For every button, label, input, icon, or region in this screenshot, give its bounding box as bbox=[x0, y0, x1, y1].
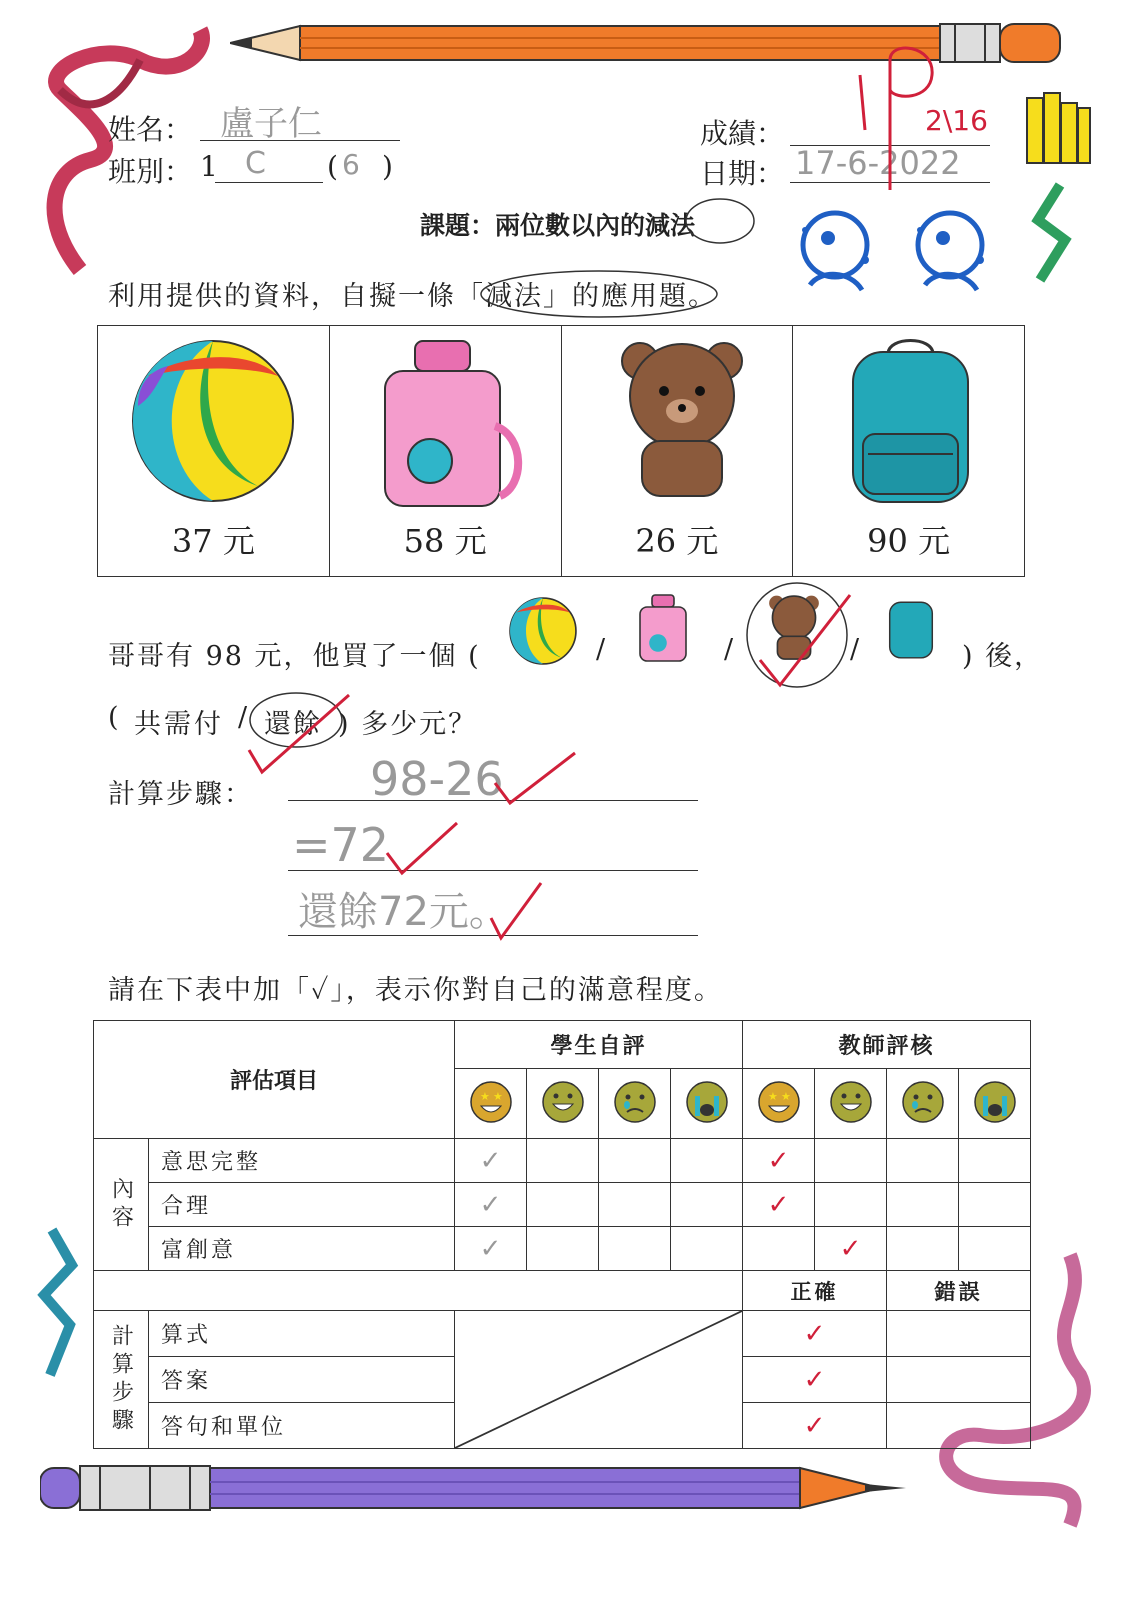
item-cell bbox=[793, 326, 1025, 577]
name-value[interactable]: 盧子仁 bbox=[220, 104, 322, 144]
topic-title: 課題：兩位數以內的減法 bbox=[420, 211, 696, 240]
wrong-check-cell[interactable] bbox=[887, 1311, 1031, 1357]
self-header: 學生自評 bbox=[455, 1021, 743, 1069]
class-number-close: ) bbox=[382, 150, 393, 183]
emoji-cell bbox=[671, 1069, 743, 1139]
emoji-cell bbox=[887, 1069, 959, 1139]
class-label: 班別： bbox=[108, 155, 193, 188]
correct-check-cell[interactable]: ✓ bbox=[743, 1403, 887, 1449]
svg-text:★: ★ bbox=[492, 1089, 503, 1103]
self-check-cell[interactable]: ✓ bbox=[455, 1183, 527, 1227]
ribbon-left-icon bbox=[32, 1225, 82, 1385]
calc-row-label: 算式 bbox=[149, 1311, 455, 1357]
self-check-cell[interactable] bbox=[527, 1227, 599, 1271]
teacher-check-cell[interactable] bbox=[815, 1139, 887, 1183]
teacher-check-icon bbox=[486, 878, 546, 943]
bear-icon bbox=[612, 336, 752, 506]
self-check-cell[interactable] bbox=[599, 1227, 671, 1271]
content-row-label: 意思完整 bbox=[149, 1139, 455, 1183]
svg-text:★: ★ bbox=[780, 1089, 791, 1103]
step-line-1[interactable]: 98-26 bbox=[370, 752, 504, 806]
emoji-cell bbox=[527, 1069, 599, 1139]
self-check-cell[interactable]: ✓ bbox=[455, 1139, 527, 1183]
score-label: 成績： bbox=[700, 117, 785, 150]
wrong-check-cell[interactable] bbox=[887, 1357, 1031, 1403]
bottle-icon bbox=[375, 336, 525, 511]
item-price: 26 元 bbox=[635, 522, 719, 560]
teacher-check-cell[interactable]: ✓ bbox=[743, 1139, 815, 1183]
teacher-check-cell[interactable]: ✓ bbox=[815, 1227, 887, 1271]
step-line-3[interactable]: 還餘72元。 bbox=[298, 889, 509, 935]
star-eyes-emoji-icon bbox=[469, 1080, 513, 1124]
teacher-header: 教師評核 bbox=[743, 1021, 1031, 1069]
teacher-check-icon bbox=[382, 818, 462, 878]
teacher-check-cell[interactable] bbox=[887, 1139, 959, 1183]
self-check-cell[interactable]: ✓ bbox=[455, 1227, 527, 1271]
option-slash: / bbox=[238, 702, 248, 733]
correct-header: 正確 bbox=[743, 1271, 887, 1311]
question-line1-end: ) 後， bbox=[962, 641, 1044, 672]
steps-label: 計算步驟： bbox=[108, 779, 253, 810]
item-price: 90 元 bbox=[867, 522, 951, 560]
teacher-stamp-icon bbox=[905, 200, 995, 310]
self-check-cell[interactable] bbox=[671, 1183, 743, 1227]
teacher-check-icon bbox=[490, 748, 580, 808]
teacher-check-cell[interactable] bbox=[743, 1227, 815, 1271]
svg-text:★: ★ bbox=[479, 1089, 490, 1103]
option-separator: / bbox=[724, 634, 734, 665]
option-total[interactable]: 共需付 bbox=[134, 709, 224, 740]
evaluation-table bbox=[93, 1020, 1031, 1449]
self-check-cell[interactable] bbox=[671, 1227, 743, 1271]
option-separator: / bbox=[850, 634, 860, 665]
teacher-check-cell[interactable] bbox=[959, 1183, 1031, 1227]
pencil-bottom-icon bbox=[40, 1460, 910, 1516]
teacher-stamp-icon bbox=[790, 200, 880, 310]
self-check-cell[interactable] bbox=[527, 1183, 599, 1227]
class-grade: 1 bbox=[200, 150, 218, 183]
content-label: 內容 bbox=[94, 1139, 149, 1271]
calc-row-label: 答案 bbox=[149, 1357, 455, 1403]
ribbon-right-icon bbox=[1030, 180, 1080, 290]
date-value[interactable]: 17-6-2022 bbox=[795, 144, 961, 182]
teacher-check-cell[interactable] bbox=[959, 1227, 1031, 1271]
date-label: 日期： bbox=[700, 157, 785, 190]
self-check-cell[interactable] bbox=[599, 1183, 671, 1227]
teacher-check-cell[interactable] bbox=[815, 1183, 887, 1227]
diagonal-cell bbox=[455, 1311, 743, 1449]
svg-text:★: ★ bbox=[767, 1089, 778, 1103]
emoji-cell bbox=[599, 1069, 671, 1139]
wrong-header: 錯誤 bbox=[887, 1271, 1031, 1311]
star-eyes-emoji-icon bbox=[757, 1080, 801, 1124]
question-line2-end: ) 多少元？ bbox=[338, 709, 478, 740]
emoji-cell bbox=[959, 1069, 1031, 1139]
self-check-cell[interactable] bbox=[671, 1139, 743, 1183]
item-price: 58 元 bbox=[403, 522, 487, 560]
smile-emoji-icon bbox=[541, 1080, 585, 1124]
backpack-icon bbox=[886, 594, 936, 662]
question-line1-start: 哥哥有 98 元，他買了一個 ( bbox=[108, 641, 481, 672]
teacher-check-cell[interactable] bbox=[887, 1227, 959, 1271]
correct-check-cell[interactable]: ✓ bbox=[743, 1311, 887, 1357]
self-check-cell[interactable] bbox=[527, 1139, 599, 1183]
teacher-check-cell[interactable] bbox=[959, 1139, 1031, 1183]
items-table bbox=[97, 325, 1025, 577]
diagonal-line-icon bbox=[455, 1311, 742, 1448]
ball-icon bbox=[508, 596, 578, 666]
emoji-cell bbox=[455, 1069, 527, 1139]
option-separator: / bbox=[596, 634, 606, 665]
bottle-icon bbox=[636, 592, 696, 664]
instruction: 利用提供的資料，自擬一條「減法」的應用題。 bbox=[108, 281, 717, 312]
content-row-label: 富創意 bbox=[149, 1227, 455, 1271]
item-cell bbox=[561, 326, 793, 577]
teacher-check-cell[interactable]: ✓ bbox=[743, 1183, 815, 1227]
item-cell bbox=[98, 326, 330, 577]
option-remaining[interactable]: 還餘 bbox=[264, 709, 322, 740]
calc-row-label: 答句和單位 bbox=[149, 1403, 455, 1449]
wrong-check-cell[interactable] bbox=[887, 1403, 1031, 1449]
step-line-2[interactable]: =72 bbox=[292, 818, 390, 872]
books-icon bbox=[1022, 88, 1092, 168]
sad-emoji-icon bbox=[901, 1080, 945, 1124]
teacher-check-icon bbox=[755, 590, 855, 690]
instruction-circle-icon bbox=[478, 268, 720, 320]
item-header: 評估項目 bbox=[94, 1021, 455, 1139]
name-label: 姓名： bbox=[108, 113, 193, 146]
score-value: 2\16 bbox=[925, 104, 988, 137]
correct-check-cell[interactable]: ✓ bbox=[743, 1357, 887, 1403]
backpack-icon bbox=[843, 334, 978, 509]
item-cell bbox=[329, 326, 561, 577]
smile-emoji-icon bbox=[829, 1080, 873, 1124]
crying-emoji-icon bbox=[973, 1080, 1017, 1124]
emoji-cell bbox=[815, 1069, 887, 1139]
self-check-cell[interactable] bbox=[599, 1139, 671, 1183]
emoji-cell bbox=[743, 1069, 815, 1139]
class-number[interactable]: 6 bbox=[342, 148, 360, 181]
calc-label: 計算步驟 bbox=[94, 1311, 149, 1449]
crying-emoji-icon bbox=[685, 1080, 729, 1124]
rating-instruction: 請在下表中加「✓」，表示你對自己的滿意程度。 bbox=[108, 975, 723, 1006]
sad-emoji-icon bbox=[613, 1080, 657, 1124]
teacher-check-cell[interactable] bbox=[887, 1183, 959, 1227]
question-line2-open: ( bbox=[108, 702, 119, 733]
teacher-signature-icon bbox=[840, 40, 950, 200]
class-number-open: ( bbox=[327, 150, 338, 183]
class-letter[interactable]: C bbox=[245, 146, 266, 181]
content-row-label: 合理 bbox=[149, 1183, 455, 1227]
ball-icon bbox=[128, 336, 298, 506]
topic-circle-icon bbox=[684, 196, 756, 246]
item-price: 37 元 bbox=[171, 522, 255, 560]
